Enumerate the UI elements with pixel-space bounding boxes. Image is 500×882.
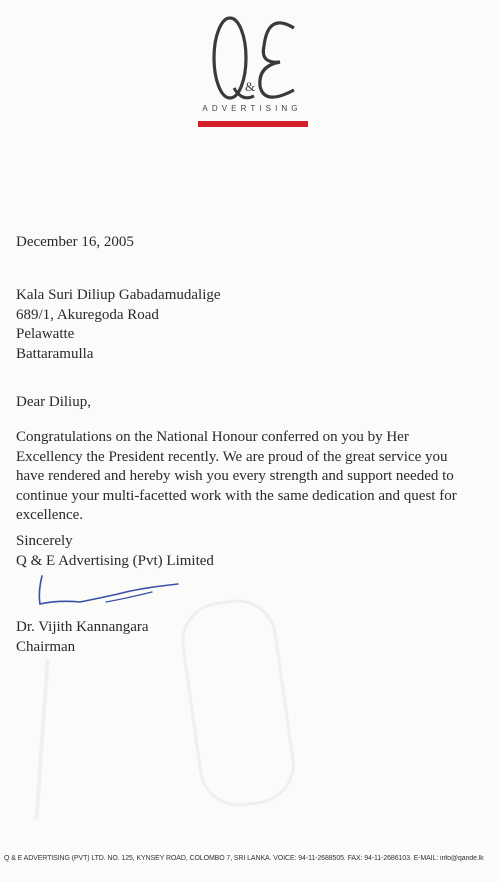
- letterhead-footer: Q & E ADVERTISING (PVT) LTD. NO. 125, KYNSEY ROAD, COLOMBO 7, SRI LANKA. VOICE: 94-11-2688505. FAX: 94-11-2686103. E-MAIL: info@qande.lk: [4, 855, 484, 862]
- salutation: Dear Diliup,: [16, 394, 91, 410]
- body-line: continue your multi-facetted work with the same dedication and quest for: [16, 487, 457, 504]
- address-line: 689/1, Akuregoda Road: [16, 306, 159, 323]
- signer-name: Dr. Vijith Kannangara: [16, 619, 149, 635]
- paper-showthrough-mark: [34, 659, 69, 820]
- body-line: Excellency the President recently. We are proud of the great service you: [16, 448, 448, 465]
- closing: [16, 532, 214, 571]
- logo-red-bar: [198, 121, 308, 127]
- signer-block: [16, 618, 149, 657]
- logo-wordmark: ADVERTISING: [202, 104, 302, 113]
- address-line: Pelawatte: [16, 326, 75, 342]
- body-line: have rendered and hereby wish you every strength and support needed to: [16, 468, 454, 484]
- recipient-name: Kala Suri Diliup Gabadamudalige: [16, 287, 221, 303]
- handwritten-signature: [28, 570, 198, 615]
- letter-date: December 16, 2005: [16, 234, 134, 250]
- body-line: excellence.: [16, 507, 84, 523]
- signer-title: Chairman: [16, 638, 76, 655]
- recipient-address: [16, 286, 221, 364]
- svg-text:&: &: [245, 79, 256, 94]
- body-line: Congratulations on the National Honour conferred on you by Her: [16, 429, 409, 445]
- address-line: Battaramulla: [16, 345, 94, 362]
- paper-showthrough-mark: [176, 594, 300, 811]
- valediction: Sincerely: [16, 533, 73, 549]
- company-name: Q & E Advertising (Pvt) Limited: [16, 552, 214, 569]
- letter-body: [16, 428, 486, 526]
